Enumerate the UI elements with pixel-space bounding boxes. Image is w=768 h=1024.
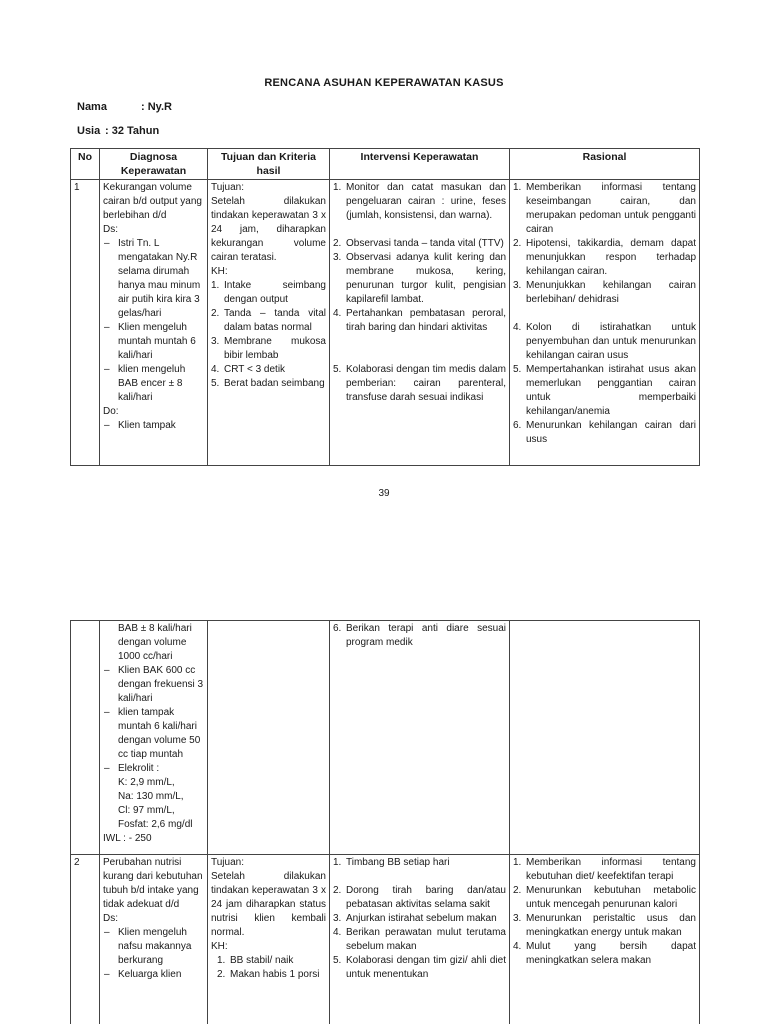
patient-name-label: Nama	[77, 101, 107, 113]
header-rasional: Rasional	[510, 149, 700, 180]
list-item: 1. Memberikan informasi tentang keseimbangan cairan, dan merupakan pedoman untuk pengganti cairan	[513, 182, 696, 235]
patient-age-label: Usia	[77, 125, 101, 137]
list-item: – Klien tampak	[103, 419, 204, 433]
list-item: 6. Berikan terapi anti diare sesuai program medik	[333, 623, 506, 648]
header-diagnosa: Diagnosa Keperawatan	[100, 149, 208, 180]
row1-diagnosa	[100, 180, 208, 466]
list-item: – Klien mengeluh muntah muntah 6 kali/hari	[103, 321, 204, 363]
row2-rasional	[510, 855, 700, 1024]
header-no: No	[71, 149, 100, 180]
row2-tujuan	[208, 855, 330, 1024]
list-item: – klien mengeluh BAB encer ± 8 kali/hari	[103, 363, 204, 405]
row2-kh-label: KH:	[211, 941, 228, 952]
list-item: 5. Kolaborasi dengan tim gizi/ ahli diet untuk menentukan	[333, 955, 506, 980]
list-item: 4. Berikan perawatan mulut terutama sebelum makan	[333, 927, 506, 952]
list-item: 1. Memberikan informasi tentang kebutuhan diet/ keefektifan terapi	[513, 857, 696, 882]
row1-tujuan	[208, 180, 330, 466]
header-intervensi: Intervensi Keperawatan	[330, 149, 510, 180]
row2-intervensi	[330, 855, 510, 1024]
list-item: 4. CRT < 3 detik	[211, 364, 286, 375]
row1-ds-label: Ds:	[103, 224, 118, 235]
list-item: 2. Hipotensi, takikardia, demam dapat menunjukkan respon terhadap kehilangan cairan.	[513, 238, 696, 277]
list-item: 4. Pertahankan pembatasan peroral, tirah baring dan hindari aktivitas	[333, 308, 506, 333]
row1-no: 1	[71, 180, 100, 466]
list-item: 6. Menurunkan kehilangan cairan dari usus	[513, 420, 696, 445]
list-item: 3. Menunjukkan kehilangan cairan berlebihan/ dehidrasi	[513, 280, 696, 305]
row1-cont-tujuan	[208, 621, 330, 855]
elektrolit-cl: Cl: 97 mm/L,	[118, 805, 175, 816]
list-item: 1. Intake seimbang dengan output	[211, 280, 326, 305]
row2-tujuan-text: Setelah dilakukan tindakan keperawatan 3 x 24 jam diharapkan status nutrisi klien kembali normal.	[211, 871, 326, 938]
list-item: 2. Tanda – tanda vital dalam batas normal	[211, 308, 326, 333]
row2-tujuan-label: Tujuan:	[211, 857, 244, 868]
row1-cont-intervensi	[330, 621, 510, 855]
list-item: – Klien BAK 600 cc dengan frekuensi 3 kali/hari	[103, 664, 204, 706]
row2-ds-label: Ds:	[103, 913, 118, 924]
list-item: 4. Mulut yang bersih dapat meningkatkan selera makan	[513, 941, 696, 966]
elektrolit-k: K: 2,9 mm/L,	[118, 777, 175, 788]
page-number: 39	[378, 488, 390, 499]
row1-intervensi	[330, 180, 510, 466]
list-item: 3. Observasi adanya kulit kering dan membrane mukosa, kering, penurunan turgor kulit, pengisian kapilarefil lambat.	[333, 252, 506, 305]
list-item: – Keluarga klien	[103, 968, 204, 982]
list-item: 3. Anjurkan istirahat sebelum makan	[333, 913, 497, 924]
document-title: RENCANA ASUHAN KEPERAWATAN KASUS	[264, 77, 504, 89]
list-item: 2. Makan habis 1 porsi	[217, 969, 320, 980]
list-item: 2. Observasi tanda – tanda vital (TTV)	[333, 238, 504, 249]
list-item: 1. BB stabil/ naik	[217, 955, 294, 966]
care-plan-table-page1	[70, 148, 700, 466]
list-item: 1. Timbang BB setiap hari	[333, 857, 450, 868]
row1-do-label: Do:	[103, 406, 119, 417]
row1-cont-diagnosa	[100, 621, 208, 855]
header-tujuan: Tujuan dan Kriteria hasil	[208, 149, 330, 180]
elektrolit-fosfat: Fosfat: 2,6 mg/dl	[118, 819, 193, 830]
list-item: – Istri Tn. L mengatakan Ny.R selama dirumah hanya mau minum air putih kira kira 3 gelas/hari	[103, 237, 204, 321]
list-item: – Klien mengeluh nafsu makannya berkurang	[103, 926, 204, 968]
row2-diag-intro: Perubahan nutrisi kurang dari kebutuhan tubuh b/d intake yang tidak adekuat d/d	[103, 857, 203, 910]
row1-kh-label: KH:	[211, 266, 228, 277]
patient-age	[77, 125, 159, 137]
care-plan-table-page2	[70, 620, 700, 1024]
patient-name	[77, 101, 172, 113]
row2-no: 2	[71, 855, 100, 1024]
row1-cont-first: BAB ± 8 kali/hari dengan volume 1000 cc/hari	[118, 623, 192, 662]
row1-tujuan-label: Tujuan:	[211, 182, 244, 193]
list-item: 2. Dorong tirah baring dan/atau pebatasan aktivitas selama sakit	[333, 885, 506, 910]
list-item: 3. Menurunkan peristaltic usus dan meningkatkan energy untuk makan	[513, 913, 696, 938]
patient-age-value: : 32 Tahun	[105, 125, 160, 137]
elektrolit-na: Na: 130 mm/L,	[118, 791, 184, 802]
row1-cont-rasional	[510, 621, 700, 855]
list-item: – klien tampak muntah 6 kali/hari dengan volume 50 cc tiap muntah	[103, 706, 204, 762]
row1-tujuan-text: Setelah dilakukan tindakan keperawatan 3 x 24 jam, diharapkan kekurangan volume cairan teratasi.	[211, 196, 326, 263]
list-item: 5. Kolaborasi dengan tim medis dalam pemberian: cairan parenteral, transfuse darah sesuai indikasi	[333, 364, 506, 403]
list-item: 5. Berat badan seimbang	[211, 378, 325, 389]
row1-diag-intro: Kekurangan volume cairan b/d output yang berlebihan d/d	[103, 182, 202, 221]
row1-rasional	[510, 180, 700, 466]
list-item: – Elekrolit :	[103, 762, 204, 776]
list-item: 5. Mempertahankan istirahat usus akan memerlukan penggantian cairan untuk memperbaiki kehilangan/anemia	[513, 364, 696, 417]
row2-diagnosa	[100, 855, 208, 1024]
list-item: 2. Menurunkan kebutuhan metabolic untuk mencegah penurunan kalori	[513, 885, 696, 910]
iwl-value: IWL : - 250	[103, 833, 152, 844]
list-item: 1. Monitor dan catat masukan dan pengeluaran cairan : urine, feses (jumlah, konsistensi, dan warna).	[333, 182, 506, 221]
list-item: 3. Membrane mukosa bibir lembab	[211, 336, 326, 361]
row1-cont-no	[71, 621, 100, 855]
list-item: 4. Kolon di istirahatkan untuk penyembuhan dan untuk menurunkan kehilangan cairan usus	[513, 322, 696, 361]
patient-name-value: : Ny.R	[141, 101, 172, 113]
